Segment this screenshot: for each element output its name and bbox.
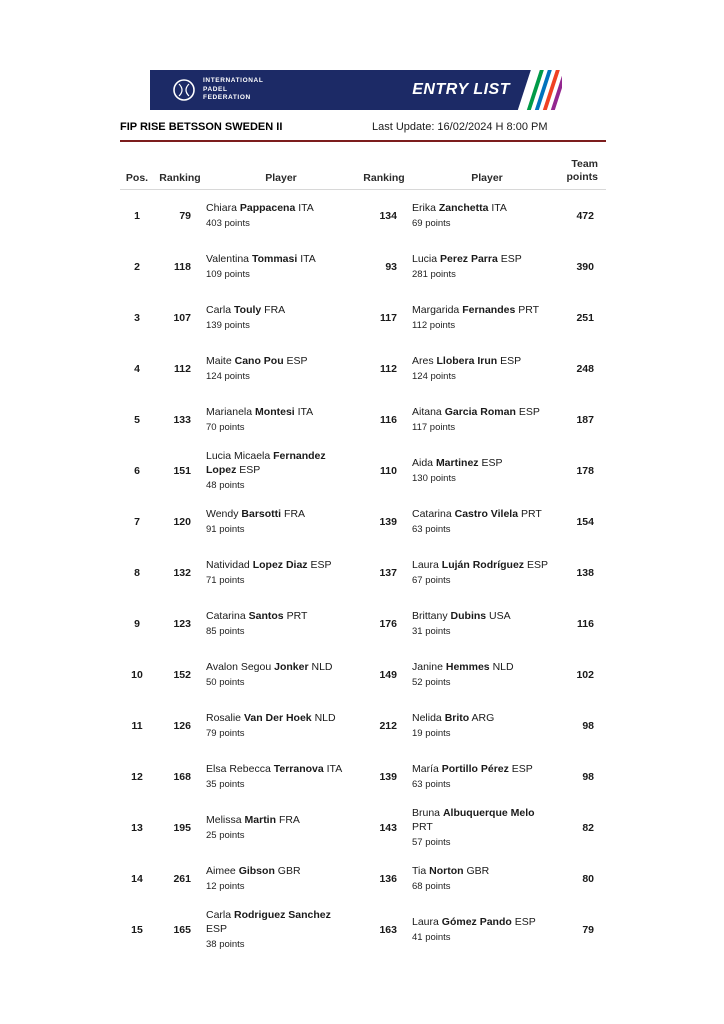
player2-name <box>412 202 552 216</box>
position-cell: 1 <box>134 209 140 222</box>
player2-first-name: Laura <box>412 915 439 928</box>
table-row <box>120 292 606 343</box>
player2-country: PRT <box>518 303 540 316</box>
header-ranking-2: Ranking <box>363 172 405 184</box>
player1-surname: Montesi <box>255 405 295 418</box>
player2-first-name: Laura <box>412 558 439 571</box>
player2-points: 69 points <box>412 218 451 230</box>
logo-line-1: INTERNATIONAL <box>203 77 264 85</box>
player1-cell <box>206 559 356 587</box>
player2-first-name: Lucia <box>412 252 438 265</box>
ipf-logo-icon <box>172 78 196 102</box>
player2-name <box>412 916 552 930</box>
player2-ranking-cell: 139 <box>379 515 397 528</box>
player1-country: ESP <box>206 922 228 935</box>
player1-name <box>206 508 346 522</box>
player1-first-name: Wendy <box>206 507 239 520</box>
player2-points: 281 points <box>412 269 456 281</box>
player1-surname: Pappacena <box>239 201 296 214</box>
player1-cell <box>206 304 356 332</box>
player1-country: GBR <box>277 864 301 877</box>
player2-ranking-cell: 139 <box>379 770 397 783</box>
header-pos: Pos. <box>125 172 149 184</box>
player2-cell <box>412 865 562 893</box>
player2-country: ITA <box>491 201 507 214</box>
player2-first-name: María <box>412 762 439 775</box>
player2-ranking-cell: 143 <box>379 821 397 834</box>
team-points-cell: 472 <box>576 209 594 222</box>
player1-country: ESP <box>239 463 261 476</box>
player2-points: 31 points <box>412 626 451 638</box>
player1-points: 35 points <box>206 779 245 791</box>
player2-surname: Gómez Pando <box>441 915 512 928</box>
player2-country: GBR <box>466 864 490 877</box>
player1-cell <box>206 712 356 740</box>
player2-first-name: Aida <box>412 456 434 469</box>
ipf-logo <box>172 77 263 102</box>
player2-cell <box>412 304 562 332</box>
player1-country: ITA <box>298 201 314 214</box>
player2-points: 67 points <box>412 575 451 587</box>
team-points-cell: 390 <box>576 260 594 273</box>
player2-name <box>412 355 552 369</box>
player1-ranking-cell: 126 <box>173 719 191 732</box>
player2-cell <box>412 807 562 848</box>
position-cell: 13 <box>131 821 143 834</box>
player1-ranking-cell: 112 <box>174 362 191 375</box>
player2-cell <box>412 508 562 536</box>
player2-country: ESP <box>500 354 522 367</box>
player1-country: ITA <box>300 252 316 265</box>
player1-first-name: Aimee <box>206 864 236 877</box>
player1-points: 48 points <box>206 480 245 492</box>
player2-first-name: Erika <box>412 201 436 214</box>
player1-surname: Jonker <box>274 660 309 673</box>
player2-surname: Perez Parra <box>440 252 498 265</box>
player2-ranking-cell: 136 <box>379 872 397 885</box>
player1-first-name: Avalon Segou <box>206 660 272 673</box>
player2-country: ESP <box>481 456 503 469</box>
player1-cell <box>206 610 356 638</box>
team-points-cell: 178 <box>576 464 594 477</box>
player2-ranking-cell: 117 <box>380 311 397 324</box>
table-header-row <box>120 148 606 190</box>
player2-points: 130 points <box>412 473 456 485</box>
position-cell: 11 <box>131 719 143 732</box>
player1-ranking-cell: 118 <box>174 260 191 273</box>
player1-name <box>206 610 346 624</box>
player1-name <box>206 559 346 573</box>
player2-points: 63 points <box>412 779 451 791</box>
player1-points: 85 points <box>206 626 245 638</box>
header-player-1: Player <box>265 172 297 184</box>
logo-line-2: PADEL <box>203 85 228 93</box>
player1-name <box>206 661 346 675</box>
player2-country: ESP <box>514 915 536 928</box>
player2-ranking-cell: 93 <box>385 260 397 273</box>
table-row <box>120 241 606 292</box>
player1-ranking-cell: 133 <box>173 413 191 426</box>
player2-cell <box>412 763 562 791</box>
player2-ranking-cell: 112 <box>380 362 397 375</box>
player2-name <box>412 304 552 318</box>
player1-cell <box>206 202 356 230</box>
player2-surname: Garcia Roman <box>444 405 516 418</box>
table-row <box>120 649 606 700</box>
player2-first-name: Brittany <box>412 609 448 622</box>
player2-name <box>412 610 552 624</box>
position-cell: 6 <box>134 464 140 477</box>
player2-surname: Hemmes <box>445 660 490 673</box>
player1-points: 12 points <box>206 881 245 893</box>
player1-country: NLD <box>314 711 336 724</box>
player2-country: NLD <box>492 660 514 673</box>
position-cell: 14 <box>131 872 143 885</box>
player2-name <box>412 508 552 522</box>
player2-cell <box>412 661 562 689</box>
player2-cell <box>412 253 562 281</box>
player2-cell <box>412 610 562 638</box>
player2-first-name: Aitana <box>412 405 442 418</box>
player1-ranking-cell: 152 <box>173 668 191 681</box>
team-points-cell: 98 <box>582 719 594 732</box>
team-points-cell: 116 <box>577 617 594 630</box>
player1-surname: Van Der Hoek <box>243 711 312 724</box>
position-cell: 4 <box>134 362 140 375</box>
player2-points: 41 points <box>412 932 451 944</box>
player1-first-name: Elsa Rebecca <box>206 762 271 775</box>
player1-name <box>206 202 346 216</box>
player2-ranking-cell: 149 <box>379 668 397 681</box>
player2-country: ESP <box>511 762 533 775</box>
player2-surname: Albuquerque Melo <box>442 806 535 819</box>
player1-ranking-cell: 168 <box>173 770 191 783</box>
player2-ranking-cell: 116 <box>380 413 397 426</box>
player2-first-name: Ares <box>412 354 434 367</box>
team-points-cell: 251 <box>576 311 594 324</box>
player1-surname: Tommasi <box>251 252 298 265</box>
table-row <box>120 751 606 802</box>
player2-points: 68 points <box>412 881 451 893</box>
player2-first-name: Catarina <box>412 507 452 520</box>
table-row <box>120 853 606 904</box>
player1-points: 50 points <box>206 677 245 689</box>
player2-cell <box>412 916 562 944</box>
header-player-2: Player <box>471 172 503 184</box>
player1-surname: Fernandez Lopez <box>206 449 326 476</box>
player1-first-name: Chiara <box>206 201 237 214</box>
player2-points: 124 points <box>412 371 456 383</box>
player2-surname: Dubins <box>450 609 487 622</box>
player2-country: ESP <box>500 252 522 265</box>
player1-name <box>206 763 346 777</box>
player1-ranking-cell: 195 <box>173 821 191 834</box>
team-points-cell: 187 <box>576 413 594 426</box>
player1-cell <box>206 909 356 950</box>
player2-name <box>412 406 552 420</box>
player1-cell <box>206 763 356 791</box>
title-divider <box>120 140 606 142</box>
position-cell: 15 <box>131 923 143 936</box>
player1-country: FRA <box>284 507 306 520</box>
player2-points: 52 points <box>412 677 451 689</box>
position-cell: 3 <box>134 311 140 324</box>
player1-surname: Touly <box>234 303 262 316</box>
player2-cell <box>412 202 562 230</box>
player1-ranking-cell: 107 <box>173 311 191 324</box>
player2-cell <box>412 406 562 434</box>
player1-ranking-cell: 123 <box>173 617 191 630</box>
player2-country: ESP <box>526 558 548 571</box>
player2-name <box>412 763 552 777</box>
player1-cell <box>206 814 356 842</box>
player2-ranking-cell: 176 <box>379 617 397 630</box>
logo-line-3: FEDERATION <box>203 94 251 102</box>
player2-country: USA <box>489 609 511 622</box>
player2-points: 57 points <box>412 837 451 849</box>
header-team-points: Team points <box>566 157 598 183</box>
player1-name <box>206 909 346 936</box>
table-row <box>120 547 606 598</box>
player1-points: 109 points <box>206 269 250 281</box>
player2-first-name: Janine <box>412 660 443 673</box>
player2-name <box>412 865 552 879</box>
player2-name <box>412 559 552 573</box>
player2-cell <box>412 457 562 485</box>
player1-first-name: Natividad <box>206 558 250 571</box>
team-points-cell: 138 <box>576 566 594 579</box>
player2-surname: Fernandes <box>462 303 516 316</box>
player1-ranking-cell: 165 <box>173 923 191 936</box>
player1-surname: Lopez Diaz <box>252 558 308 571</box>
player2-name <box>412 661 552 675</box>
player2-ranking-cell: 134 <box>379 209 397 222</box>
player2-surname: Norton <box>429 864 464 877</box>
player1-first-name: Maite <box>206 354 232 367</box>
table-body <box>120 190 606 955</box>
player1-ranking-cell: 261 <box>173 872 191 885</box>
player1-country: FRA <box>264 303 286 316</box>
table-row <box>120 343 606 394</box>
team-points-cell: 154 <box>576 515 594 528</box>
player2-ranking-cell: 212 <box>379 719 397 732</box>
banner-stripes <box>517 70 562 110</box>
player2-country: ESP <box>518 405 540 418</box>
player1-name <box>206 814 346 828</box>
player2-surname: Castro Vilela <box>454 507 519 520</box>
player1-name <box>206 450 346 477</box>
player1-ranking-cell: 132 <box>173 566 191 579</box>
player1-first-name: Valentina <box>206 252 250 265</box>
player1-surname: Santos <box>248 609 284 622</box>
player1-cell <box>206 661 356 689</box>
player2-points: 117 points <box>412 422 456 434</box>
player1-ranking-cell: 120 <box>173 515 191 528</box>
player1-points: 403 points <box>206 218 250 230</box>
player1-first-name: Marianela <box>206 405 253 418</box>
player1-cell <box>206 508 356 536</box>
player1-surname: Cano Pou <box>234 354 284 367</box>
player2-cell <box>412 712 562 740</box>
player1-surname: Terranova <box>273 762 324 775</box>
player1-surname: Martin <box>244 813 277 826</box>
player1-country: PRT <box>286 609 308 622</box>
player1-country: ITA <box>297 405 314 418</box>
player2-name <box>412 457 552 471</box>
last-update-text: Last Update: 16/02/2024 H 8:00 PM <box>372 121 548 133</box>
player2-ranking-cell: 137 <box>379 566 397 579</box>
player2-country: PRT <box>520 507 542 520</box>
player2-surname: Zanchetta <box>438 201 489 214</box>
player1-first-name: Carla <box>206 908 232 921</box>
player2-name <box>412 253 552 267</box>
player2-points: 19 points <box>412 728 451 740</box>
player1-country: ITA <box>326 762 343 775</box>
player2-ranking-cell: 110 <box>380 464 397 477</box>
player2-first-name: Nelida <box>412 711 442 724</box>
player1-surname: Barsotti <box>241 507 282 520</box>
player1-country: ESP <box>310 558 332 571</box>
player1-cell <box>206 865 356 893</box>
player2-surname: Brito <box>444 711 470 724</box>
table-row <box>120 598 606 649</box>
entry-list-title: ENTRY LIST <box>412 81 510 98</box>
player1-first-name: Rosalie <box>206 711 242 724</box>
player2-cell <box>412 559 562 587</box>
tournament-title: FIP RISE BETSSON SWEDEN II <box>120 121 283 133</box>
team-points-cell: 80 <box>582 872 594 885</box>
player2-surname: Luján Rodríguez <box>441 558 525 571</box>
player2-ranking-cell: 163 <box>379 923 397 936</box>
player2-country: PRT <box>412 820 433 833</box>
player1-cell <box>206 406 356 434</box>
player1-country: NLD <box>311 660 333 673</box>
player2-first-name: Margarida <box>412 303 460 316</box>
player2-points: 112 points <box>412 320 456 332</box>
position-cell: 12 <box>131 770 143 783</box>
player1-country: FRA <box>278 813 300 826</box>
player1-first-name: Carla <box>206 303 232 316</box>
player1-points: 79 points <box>206 728 245 740</box>
team-points-cell: 82 <box>582 821 594 834</box>
player2-surname: Llobera Irun <box>436 354 498 367</box>
team-points-cell: 102 <box>576 668 594 681</box>
table-row <box>120 445 606 496</box>
player1-name <box>206 253 346 267</box>
player2-surname: Portillo Pérez <box>441 762 509 775</box>
player2-name <box>412 807 552 834</box>
player1-points: 139 points <box>206 320 250 332</box>
player1-points: 91 points <box>206 524 245 536</box>
table-row <box>120 904 606 955</box>
player1-points: 71 points <box>206 575 245 587</box>
player1-name <box>206 304 346 318</box>
player2-name <box>412 712 552 726</box>
player2-points: 63 points <box>412 524 451 536</box>
team-points-cell: 79 <box>582 923 594 936</box>
position-cell: 9 <box>134 617 140 630</box>
player2-country: ARG <box>471 711 495 724</box>
player1-first-name: Catarina <box>206 609 246 622</box>
player1-ranking-cell: 151 <box>173 464 191 477</box>
player1-name <box>206 406 346 420</box>
table-row <box>120 700 606 751</box>
player2-cell <box>412 355 562 383</box>
header-ranking-1: Ranking <box>159 172 201 184</box>
player1-name <box>206 355 346 369</box>
player1-points: 25 points <box>206 830 245 842</box>
player1-cell <box>206 450 356 491</box>
player1-first-name: Lucia Micaela <box>206 449 271 462</box>
position-cell: 2 <box>134 260 140 273</box>
player1-points: 38 points <box>206 939 245 951</box>
table-row <box>120 802 606 853</box>
position-cell: 5 <box>134 413 140 426</box>
team-points-cell: 98 <box>582 770 594 783</box>
player1-points: 124 points <box>206 371 250 383</box>
player1-surname: Gibson <box>238 864 275 877</box>
position-cell: 7 <box>134 515 140 528</box>
player2-first-name: Bruna <box>412 806 441 819</box>
player1-cell <box>206 253 356 281</box>
player1-name <box>206 712 346 726</box>
player1-first-name: Melissa <box>206 813 242 826</box>
table-row <box>120 190 606 241</box>
position-cell: 8 <box>134 566 140 579</box>
entry-list-banner <box>150 70 562 110</box>
table-row <box>120 496 606 547</box>
team-points-cell: 248 <box>576 362 594 375</box>
player1-cell <box>206 355 356 383</box>
player1-country: ESP <box>286 354 308 367</box>
player1-surname: Rodriguez Sanchez <box>234 908 331 921</box>
player2-surname: Martinez <box>435 456 479 469</box>
player1-ranking-cell: 79 <box>179 209 191 222</box>
ipf-logo-text <box>203 77 263 102</box>
position-cell: 10 <box>131 668 143 681</box>
player1-name <box>206 865 346 879</box>
player1-points: 70 points <box>206 422 245 434</box>
entry-list-table <box>120 148 606 955</box>
player2-first-name: Tia <box>412 864 427 877</box>
table-row <box>120 394 606 445</box>
